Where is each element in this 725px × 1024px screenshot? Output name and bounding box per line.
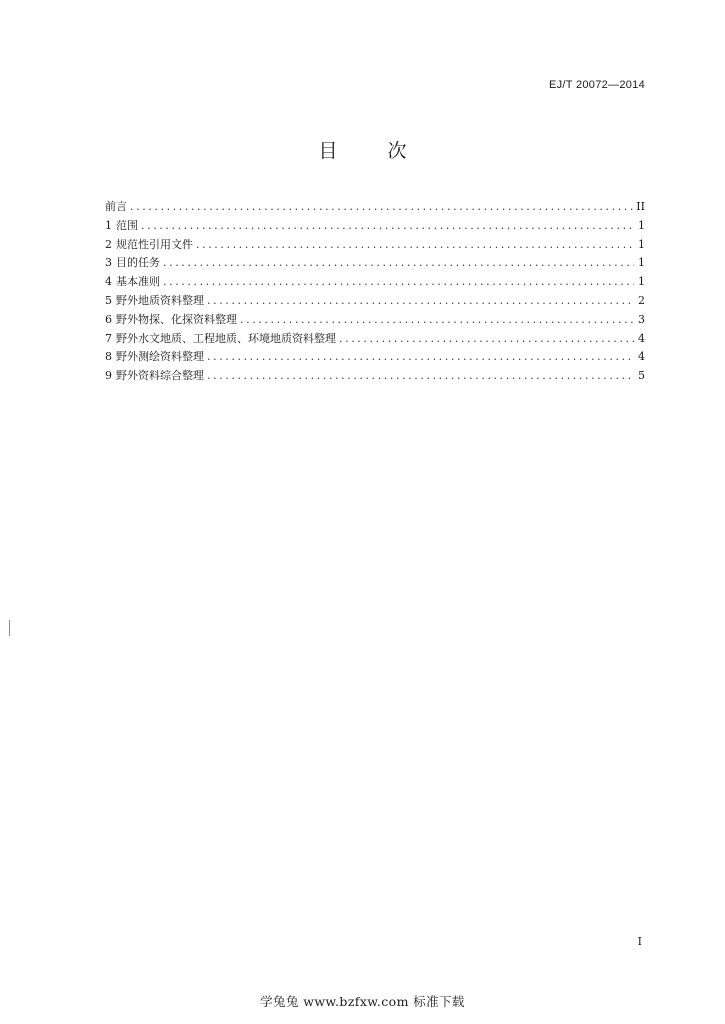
toc-leader-dots	[339, 330, 634, 349]
toc-entry-number: 3	[105, 256, 112, 270]
toc-entry-label: 野外资料综合整理	[116, 369, 204, 383]
toc-entry-page: 1	[638, 275, 645, 289]
toc-entry-label: 基本准则	[116, 275, 160, 289]
toc-entry-label: 野外物探、化探资料整理	[116, 312, 237, 326]
scan-margin-mark	[9, 620, 10, 636]
toc-entry-label: 规范性引用文件	[116, 237, 193, 251]
toc-entry-number: 9	[105, 369, 112, 383]
footer-watermark-text: 学兔兔 www.bzfxw.com 标准下载	[260, 994, 465, 1009]
toc-entry-number: 6	[105, 312, 112, 326]
toc-entry-page: 1	[638, 237, 645, 251]
toc-entry-number: 5	[105, 293, 112, 307]
toc-title: 目 次	[318, 140, 429, 162]
toc-entry-label: 前言	[105, 200, 127, 213]
toc-entry-page: 4	[638, 331, 645, 345]
toc-entry-8[interactable]	[105, 348, 645, 367]
document-code: EJ/T 20072—2014	[548, 79, 645, 91]
toc-entry-page: 4	[638, 350, 645, 364]
toc-entry-page: 2	[638, 293, 645, 307]
toc-entry-7[interactable]	[105, 330, 645, 349]
toc-entry-page: II	[636, 200, 645, 213]
toc-leader-dots	[163, 273, 634, 292]
toc-leader-dots	[196, 236, 634, 255]
toc-entry-page: 1	[638, 256, 645, 270]
toc-entry-6[interactable]	[105, 311, 645, 330]
toc-entry-label: 目的任务	[116, 256, 160, 270]
toc-entry-foreword[interactable]	[105, 198, 645, 217]
toc-leader-dots	[207, 292, 634, 311]
toc-entry-label: 野外水文地质、工程地质、环境地质资料整理	[116, 331, 336, 345]
toc-entry-label: 范围	[116, 218, 138, 232]
toc-entry-5[interactable]	[105, 292, 645, 311]
toc-list	[105, 198, 645, 386]
toc-entry-9[interactable]	[105, 367, 645, 386]
toc-leader-dots	[130, 198, 633, 217]
toc-leader-dots	[207, 367, 634, 386]
toc-entry-page: 1	[638, 218, 645, 232]
toc-entry-label: 野外地质资料整理	[116, 293, 204, 307]
toc-entry-2[interactable]	[105, 236, 645, 255]
toc-leader-dots	[240, 311, 634, 330]
toc-entry-number: 2	[105, 237, 112, 251]
toc-entry-3[interactable]	[105, 254, 645, 273]
toc-leader-dots	[141, 217, 634, 236]
page-number: I	[637, 935, 642, 948]
toc-leader-dots	[163, 254, 634, 273]
toc-entry-4[interactable]	[105, 273, 645, 292]
toc-entry-label: 野外测绘资料整理	[116, 350, 204, 364]
toc-leader-dots	[207, 348, 634, 367]
toc-entry-1[interactable]	[105, 217, 645, 236]
toc-entry-page: 3	[638, 312, 645, 326]
toc-entry-number: 8	[105, 350, 112, 364]
toc-entry-number: 7	[105, 331, 112, 345]
toc-entry-number: 4	[105, 275, 112, 289]
toc-entry-page: 5	[638, 369, 645, 383]
toc-entry-number: 1	[105, 218, 112, 232]
